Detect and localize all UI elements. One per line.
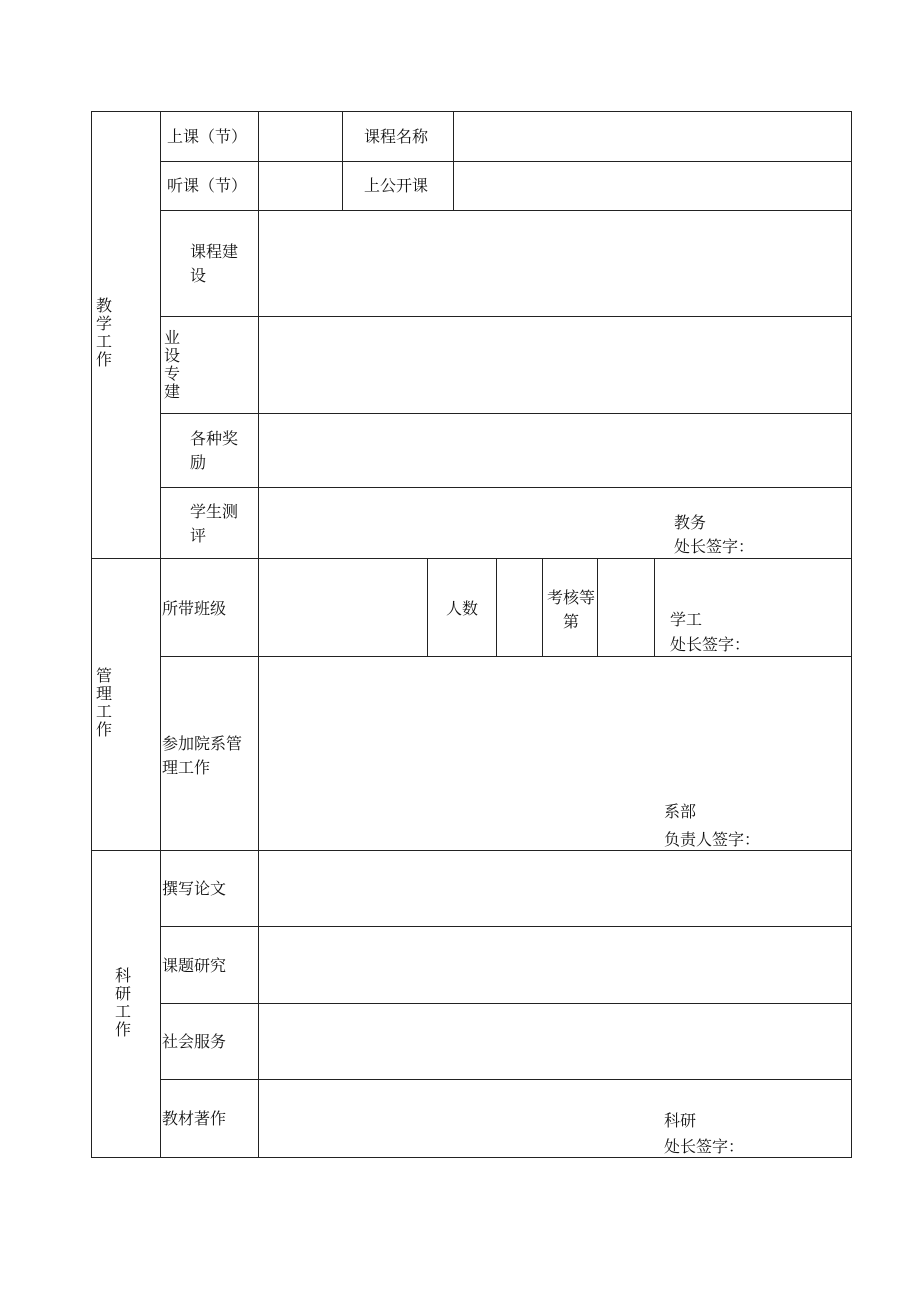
social-service-label: 社会服务	[162, 1032, 227, 1051]
research-sign-line2: 处长签字：	[664, 1137, 745, 1156]
teaching-section-label: 教学工作	[95, 296, 112, 369]
row-divider	[160, 210, 852, 211]
col-divider	[542, 559, 543, 657]
row-divider	[160, 1003, 852, 1004]
student-affairs-sign-line2: 处长签字：	[670, 635, 751, 654]
course-dev-label: 课程建设	[190, 242, 239, 285]
academic-affairs-sign-line2: 处长签字：	[674, 537, 755, 556]
research-sign-line1: 科研	[664, 1111, 697, 1130]
audit-count-label: 听课（节）	[167, 176, 248, 195]
student-eval-label: 学生测评	[190, 502, 239, 545]
col-divider	[654, 559, 655, 657]
col-divider	[160, 111, 161, 1158]
awards-label: 各种奖励	[190, 429, 239, 472]
row-divider	[160, 316, 852, 317]
student-affairs-sign-line1: 学工	[670, 610, 703, 629]
lesson-count-label: 上课（节）	[167, 127, 248, 146]
row-divider	[160, 1079, 852, 1080]
major-dev-label: 业设专建	[163, 328, 180, 401]
appraisal-form	[91, 111, 852, 1158]
border-top	[91, 111, 852, 112]
dept-sign-line1: 系部	[664, 802, 697, 821]
col-divider	[342, 111, 343, 211]
row-divider	[160, 161, 852, 162]
textbook-label: 教材著作	[162, 1109, 227, 1128]
student-count-label: 人数	[446, 599, 479, 618]
class-label: 所带班级	[162, 599, 227, 618]
dept-work-label: 参加院系管理工作	[162, 734, 243, 777]
research-section-label: 科研工作	[114, 966, 131, 1039]
dept-sign-line2: 负责人签字：	[664, 830, 761, 849]
grade-label: 考核等第	[546, 588, 595, 631]
row-divider	[160, 413, 852, 414]
open-class-label: 上公开课	[364, 176, 429, 195]
border-left	[91, 111, 92, 1158]
col-divider	[427, 559, 428, 657]
border-right	[851, 111, 852, 1158]
col-divider	[496, 559, 497, 657]
project-label: 课题研究	[162, 956, 227, 975]
row-divider	[160, 926, 852, 927]
col-divider	[258, 111, 259, 1158]
academic-affairs-sign-line1: 教务	[674, 513, 707, 532]
management-section-label: 管理工作	[95, 666, 112, 739]
paper-label: 撰写论文	[162, 879, 227, 898]
row-divider	[160, 487, 852, 488]
col-divider	[453, 111, 454, 211]
course-name-label: 课程名称	[364, 127, 429, 146]
